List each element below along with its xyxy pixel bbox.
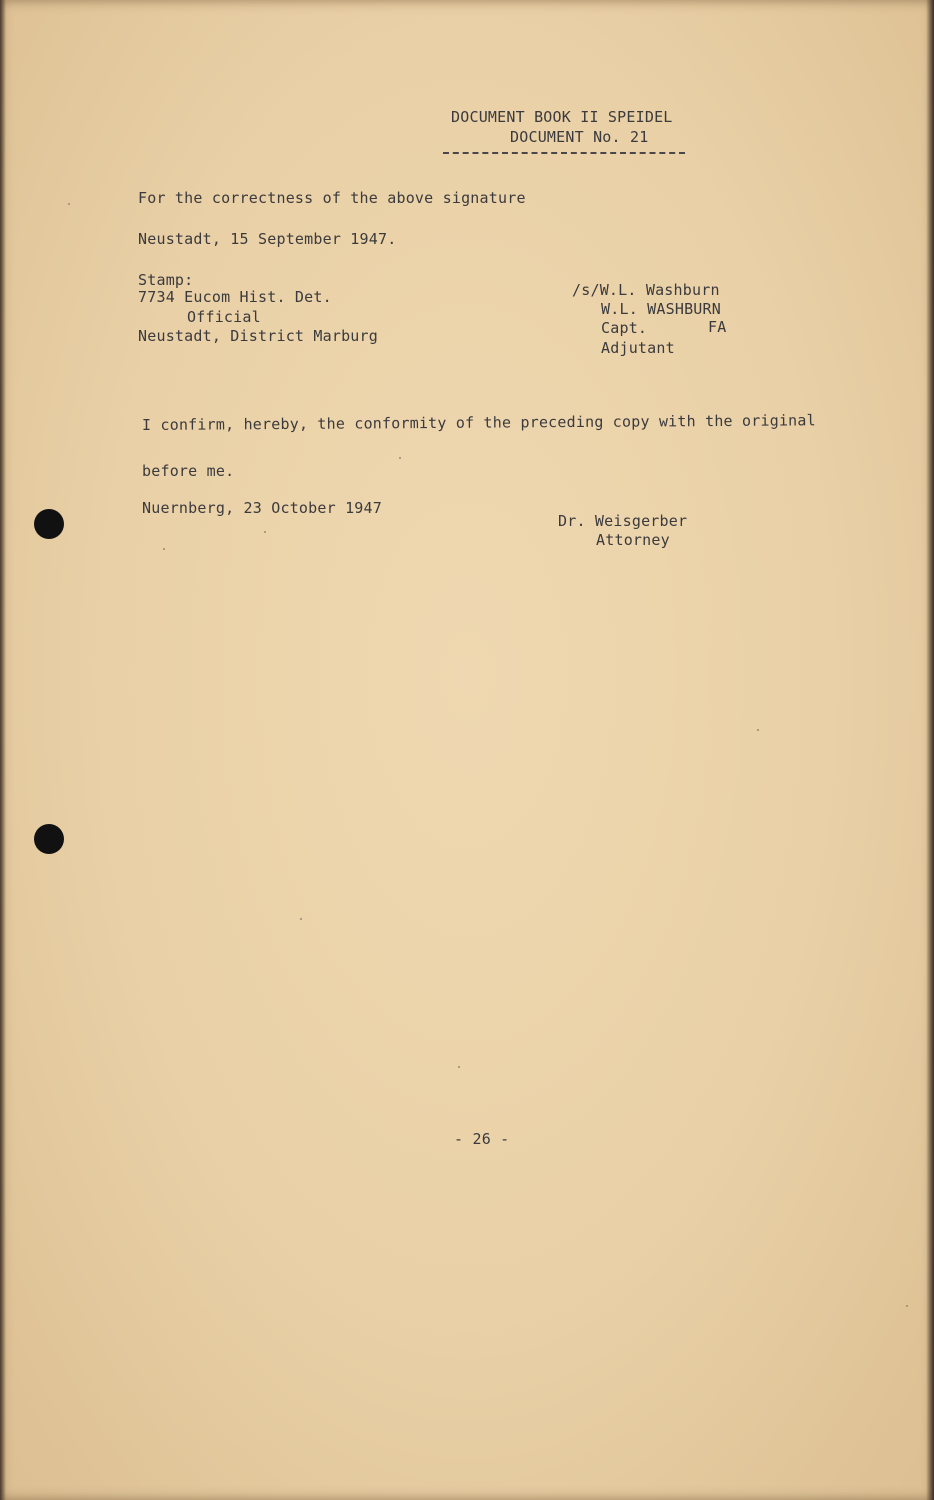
paper-speck [399,457,401,459]
header-dashed-rule [443,152,685,158]
punch-hole-lower [34,824,64,854]
paper-speck [300,918,302,920]
paper-speck [264,531,266,533]
page-edge-right [926,0,934,1500]
signature-washburn-rank: Capt. [601,319,648,337]
signature-washburn-name: W.L. WASHBURN [601,300,721,318]
signature-weisgerber-title: Attorney [596,531,670,549]
stamp-line-unit: 7734 Eucom Hist. Det. [138,288,332,306]
paper-speck [163,548,165,550]
paper-speck [458,1066,460,1068]
signature-washburn-branch: FA [708,318,727,336]
stamp-label: Stamp: [138,271,194,289]
page-number: - 26 - [454,1130,510,1148]
paper-speck [68,203,70,205]
confirmation-statement: I confirm, hereby, the conformity of the preceding copy with the original [141,411,816,434]
signature-weisgerber-name: Dr. Weisgerber [558,512,688,530]
stamp-line-official: Official [187,308,261,326]
page-edge-left [0,0,6,1500]
place-date-nuernberg: Nuernberg, 23 October 1947 [142,499,382,517]
punch-hole-upper [34,509,64,539]
stamp-line-location: Neustadt, District Marburg [138,327,378,345]
paper-speck [757,729,759,731]
signature-washburn-signed: /s/W.L. Washburn [572,281,720,299]
document-book-heading: DOCUMENT BOOK II SPEIDEL [451,108,673,126]
signature-washburn-title: Adjutant [601,339,675,357]
correctness-statement: For the correctness of the above signature [138,189,526,207]
confirmation-statement-end: before me. [142,462,235,480]
paper-speck [906,1305,908,1307]
place-date-neustadt: Neustadt, 15 September 1947. [138,230,397,248]
document-number-heading: DOCUMENT No. 21 [510,128,649,146]
